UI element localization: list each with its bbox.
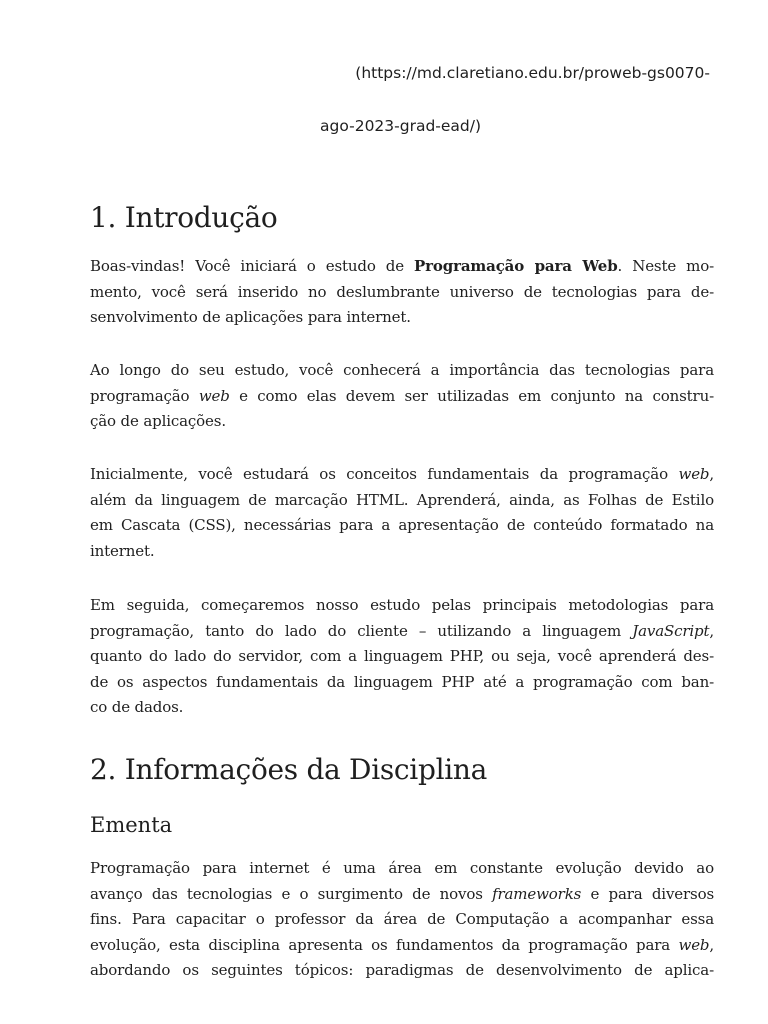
section-heading-informacoes: 2. Informações da Disciplina bbox=[90, 753, 488, 786]
text-line: co de dados. bbox=[90, 698, 184, 716]
text-line: quanto do lado do servidor, com a linguagem PHP, ou seja, você aprenderá des- bbox=[90, 647, 714, 665]
subsection-heading-ementa: Ementa bbox=[90, 813, 173, 837]
italic-term: frameworks bbox=[492, 884, 582, 903]
text-line: programação web e como elas devem ser utilizadas em conjunto na constru- bbox=[90, 386, 714, 405]
text-line: programação, tanto do lado do cliente – utilizando a linguagem JavaScript, bbox=[90, 621, 714, 640]
intro-paragraph-4 bbox=[90, 593, 714, 721]
italic-term: web bbox=[678, 935, 710, 954]
text-line: mento, você será inserido no deslumbrante universo de tecnologias para de- bbox=[90, 282, 714, 301]
intro-paragraph-1 bbox=[90, 254, 714, 331]
text-line: evolução, esta disciplina apresenta os fundamentos da programação para web, bbox=[90, 935, 714, 954]
text-line: Programação para internet é uma área em constante evolução devido ao bbox=[90, 859, 714, 877]
source-url-line-1[interactable]: (https://md.claretiano.edu.br/proweb-gs0070- bbox=[355, 64, 710, 82]
intro-paragraph-3 bbox=[90, 462, 714, 564]
text-line: internet. bbox=[90, 541, 155, 560]
section-heading-introducao: 1. Introdução bbox=[90, 201, 278, 234]
text-line: ção de aplicações. bbox=[90, 412, 226, 430]
text-line: Em seguida, começaremos nosso estudo pelas principais metodologias para bbox=[90, 596, 714, 614]
text-line: de os aspectos fundamentais da linguagem PHP até a programação com ban- bbox=[90, 672, 714, 691]
course-name-bold: Programação para Web bbox=[414, 257, 618, 275]
text-line: Ao longo do seu estudo, você conhecerá a importância das tecnologias para bbox=[90, 361, 714, 379]
text-line: Inicialmente, você estudará os conceitos fundamentais da programação web, bbox=[90, 465, 714, 483]
text-line: senvolvimento de aplicações para internet. bbox=[90, 308, 411, 326]
text-line: avanço das tecnologias e o surgimento de novos frameworks e para diversos bbox=[90, 884, 714, 903]
text-line: abordando os seguintes tópicos: paradigmas de desenvolvimento de aplica- bbox=[90, 961, 714, 979]
italic-term: web bbox=[198, 386, 230, 405]
italic-term: web bbox=[678, 465, 710, 483]
text-line: fins. Para capacitar o professor da área de Computação a acompanhar essa bbox=[90, 910, 714, 928]
text-line: além da linguagem de marcação HTML. Aprenderá, ainda, as Folhas de Estilo bbox=[90, 490, 714, 509]
text-line: em Cascata (CSS), necessárias para a apresentação de conteúdo formatado na bbox=[90, 516, 714, 534]
text-line: Boas-vindas! Você iniciará o estudo de Programação para Web. Neste mo- bbox=[90, 257, 714, 275]
ementa-paragraph bbox=[90, 856, 714, 984]
italic-term: JavaScript bbox=[632, 621, 710, 640]
intro-paragraph-2 bbox=[90, 358, 714, 435]
source-url-line-2[interactable]: ago-2023-grad-ead/) bbox=[320, 117, 482, 135]
